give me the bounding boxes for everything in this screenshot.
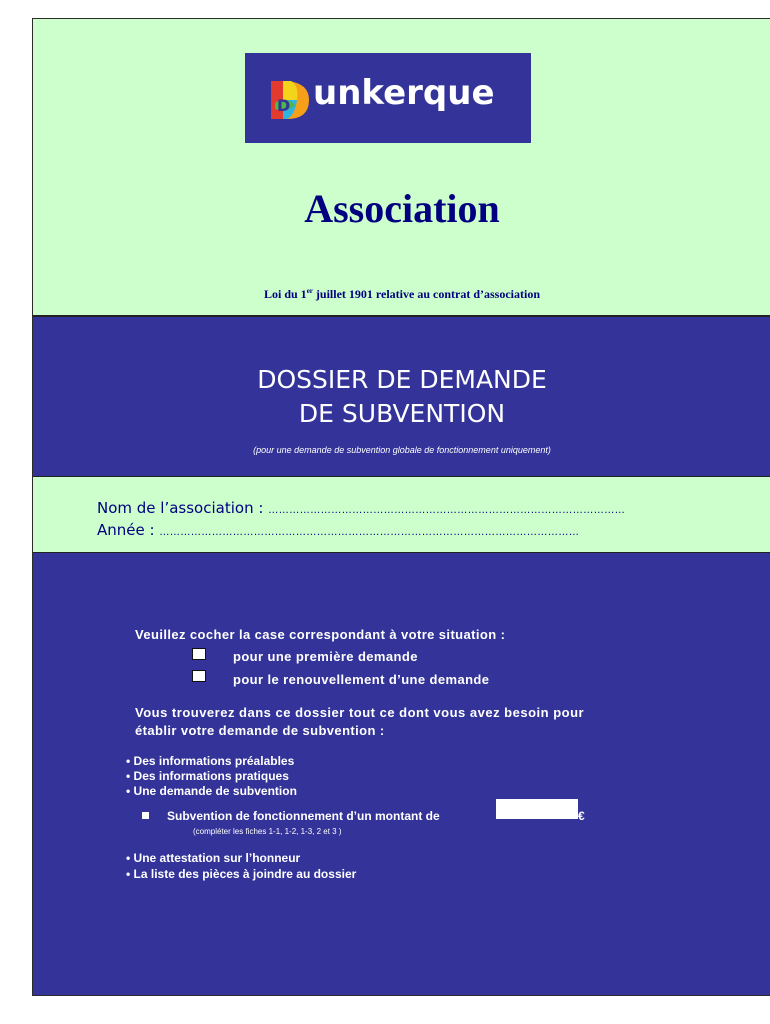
dossier-title-line2: DE SUBVENTION [298,399,506,428]
situation-section [33,553,770,995]
year-field[interactable] [97,521,579,539]
renewal-checkbox[interactable] [192,670,206,682]
document-frame [32,18,770,996]
identity-section [33,477,770,553]
law-superscript: er [306,287,313,295]
association-name-field[interactable] [97,499,625,517]
dunkerque-logo [245,53,531,143]
contents-item-info-pratiques: • Des informations pratiques [126,769,289,783]
year-label: Année : [97,521,155,539]
subvention-amount-input[interactable] [496,799,578,819]
renewal-label: pour le renouvellement d’une demande [233,672,490,687]
situation-instruction: Veuillez cocher la case correspondant à votre situation : [135,627,506,642]
law-suffix: juillet 1901 relative au contrat d’association [312,287,540,301]
association-name-dots: ………………………………………………………………………………………… [268,505,626,516]
page-title: Association [304,186,500,231]
intro-line2: établir votre demande de subvention : [135,723,385,738]
association-name-label: Nom de l’association : [97,499,264,517]
logo-d-mark-icon [267,75,317,125]
header-section [33,19,770,317]
dossier-title-line1: DOSSIER DE DEMANDE [257,365,547,394]
subvention-amount-label: Subvention de fonctionnement d’un montant de [167,809,440,823]
currency-symbol: € [578,809,585,823]
sub-note: (compléter les fiches 1-1, 1-2, 1-3, 2 et 3 ) [193,827,342,836]
bullet-square-icon [142,812,149,819]
law-prefix: Loi du 1 [264,287,307,301]
contents-item-attestation: • Une attestation sur l’honneur [126,851,301,865]
logo-d-letter: D [277,96,291,115]
year-dots: ………………………………………………………………………………………………………… [159,527,580,538]
contents-item-demande: • Une demande de subvention [126,784,297,798]
dossier-subtitle: (pour une demande de subvention globale de fonctionnement uniquement) [253,445,551,455]
first-request-label: pour une première demande [233,649,418,664]
contents-item-info-prealables: • Des informations préalables [126,754,295,768]
dossier-title-section [33,317,770,477]
intro-line1: Vous trouverez dans ce dossier tout ce dont vous avez besoin pour [135,705,585,720]
law-reference [33,287,770,302]
first-request-checkbox[interactable] [192,648,206,660]
logo-text: unkerque [313,73,495,113]
contents-item-pieces: • La liste des pièces à joindre au dossier [126,867,357,881]
